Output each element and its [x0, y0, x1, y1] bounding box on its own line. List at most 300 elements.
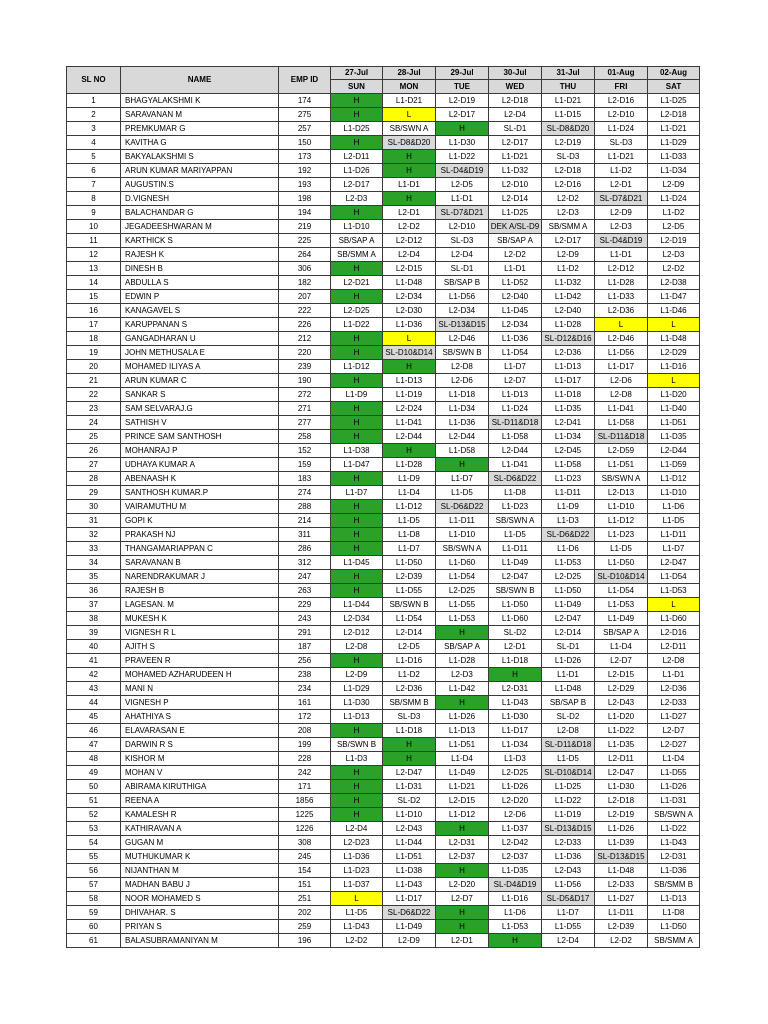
- emp-id-cell: 277: [279, 416, 331, 430]
- sl-no-cell: 58: [67, 892, 121, 906]
- shift-cell: L1-D28: [595, 276, 648, 290]
- shift-cell: L1-D41: [595, 402, 648, 416]
- shift-cell: L1-D43: [383, 878, 436, 892]
- table-row: [67, 892, 700, 906]
- shift-cell: SB/SWN A: [595, 472, 648, 486]
- shift-cell: L1-D53: [489, 920, 542, 934]
- shift-cell: L1-D48: [648, 332, 700, 346]
- sl-no-cell: 60: [67, 920, 121, 934]
- shift-cell: L1-D8: [383, 528, 436, 542]
- shift-cell: L1-D28: [542, 318, 595, 332]
- shift-cell: L1-D12: [383, 500, 436, 514]
- emp-id-cell: 234: [279, 682, 331, 696]
- emp-id-cell: 174: [279, 94, 331, 108]
- sl-no-cell: 9: [67, 206, 121, 220]
- emp-id-cell: 172: [279, 710, 331, 724]
- shift-cell: L1-D32: [542, 276, 595, 290]
- shift-cell: L2-D59: [595, 444, 648, 458]
- shift-cell: L1-D58: [489, 430, 542, 444]
- shift-cell: L2-D37: [489, 850, 542, 864]
- shift-cell: L1-D44: [383, 836, 436, 850]
- day-header: SAT: [648, 80, 700, 94]
- shift-cell: L2-D38: [648, 276, 700, 290]
- shift-cell: L1-D38: [331, 444, 383, 458]
- table-row: [67, 724, 700, 738]
- shift-cell: L1-D23: [595, 528, 648, 542]
- name-cell: AUGUSTIN.S: [121, 178, 279, 192]
- shift-cell: L1-D60: [648, 612, 700, 626]
- table-row: [67, 304, 700, 318]
- name-cell: MOHAMED AZHARUDEEN H: [121, 668, 279, 682]
- shift-cell: SB/SWN A: [648, 808, 700, 822]
- shift-cell: L2-D42: [489, 836, 542, 850]
- table-row: [67, 668, 700, 682]
- sl-no-cell: 34: [67, 556, 121, 570]
- emp-id-cell: 171: [279, 780, 331, 794]
- shift-cell: L1-D49: [595, 612, 648, 626]
- shift-cell: L2-D18: [648, 108, 700, 122]
- table-row: [67, 472, 700, 486]
- shift-cell: L1-D51: [648, 416, 700, 430]
- shift-cell: L1-D17: [595, 360, 648, 374]
- emp-id-cell: 1225: [279, 808, 331, 822]
- shift-cell: L2-D31: [648, 850, 700, 864]
- sl-no-cell: 10: [67, 220, 121, 234]
- sl-no-cell: 57: [67, 878, 121, 892]
- sl-no-cell: 35: [67, 570, 121, 584]
- shift-cell: SB/SAP A: [595, 626, 648, 640]
- shift-cell: L2-D46: [595, 332, 648, 346]
- table-row: [67, 458, 700, 472]
- shift-cell: L1-D36: [489, 332, 542, 346]
- shift-cell: L1-D8: [489, 486, 542, 500]
- shift-cell: L1-D4: [436, 752, 489, 766]
- shift-cell: L1-D24: [489, 402, 542, 416]
- emp-id-cell: 182: [279, 276, 331, 290]
- sl-no-cell: 25: [67, 430, 121, 444]
- emp-id-cell: 159: [279, 458, 331, 472]
- shift-cell: L1-D1: [436, 192, 489, 206]
- name-cell: MOHANRAJ P: [121, 444, 279, 458]
- shift-cell: L1-D2: [542, 262, 595, 276]
- shift-cell: H: [383, 444, 436, 458]
- shift-cell: L1-D5: [436, 486, 489, 500]
- name-cell: SARAVANAN M: [121, 108, 279, 122]
- sl-no-cell: 50: [67, 780, 121, 794]
- shift-cell: L2-D6: [595, 374, 648, 388]
- shift-cell: H: [383, 752, 436, 766]
- shift-cell: L1-D60: [436, 556, 489, 570]
- name-cell: PREMKUMAR G: [121, 122, 279, 136]
- shift-cell: L1-D33: [595, 290, 648, 304]
- shift-cell: L2-D4: [331, 822, 383, 836]
- shift-cell: L1-D48: [595, 864, 648, 878]
- sl-no-cell: 1: [67, 94, 121, 108]
- shift-cell: L1-D1: [542, 668, 595, 682]
- name-cell: SANKAR S: [121, 388, 279, 402]
- shift-cell: L1-D4: [383, 486, 436, 500]
- table-row: [67, 626, 700, 640]
- shift-cell: L1-D54: [595, 584, 648, 598]
- table-row: [67, 556, 700, 570]
- shift-cell: H: [331, 262, 383, 276]
- shift-cell: L1-D40: [648, 402, 700, 416]
- shift-cell: L1-D4: [648, 752, 700, 766]
- table-row: [67, 346, 700, 360]
- shift-cell: L: [648, 318, 700, 332]
- shift-cell: L1-D11: [595, 906, 648, 920]
- shift-cell: L1-D21: [542, 94, 595, 108]
- shift-cell: L1-D19: [383, 388, 436, 402]
- emp-id-cell: 258: [279, 430, 331, 444]
- table-row: [67, 738, 700, 752]
- emp-id-cell: 306: [279, 262, 331, 276]
- shift-cell: H: [383, 164, 436, 178]
- shift-cell: L2-D39: [595, 920, 648, 934]
- shift-cell: L1-D43: [648, 836, 700, 850]
- table-row: [67, 696, 700, 710]
- shift-cell: L2-D9: [542, 248, 595, 262]
- sl-no-cell: 33: [67, 542, 121, 556]
- shift-cell: SB/SWN B: [383, 598, 436, 612]
- sl-no-cell: 52: [67, 808, 121, 822]
- shift-cell: SL-D3: [436, 234, 489, 248]
- shift-cell: L2-D1: [489, 640, 542, 654]
- shift-cell: L2-D11: [595, 752, 648, 766]
- emp-id-cell: 190: [279, 374, 331, 388]
- shift-cell: SB/SAP A: [436, 640, 489, 654]
- table-row: [67, 850, 700, 864]
- name-cell: DINESH B: [121, 262, 279, 276]
- shift-cell: L1-D15: [542, 108, 595, 122]
- shift-cell: L1-D54: [383, 612, 436, 626]
- shift-cell: L1-D21: [489, 150, 542, 164]
- shift-cell: SL-D3: [383, 710, 436, 724]
- shift-cell: L1-D55: [542, 920, 595, 934]
- shift-cell: L1-D51: [383, 850, 436, 864]
- table-row: [67, 206, 700, 220]
- shift-cell: L2-D18: [542, 164, 595, 178]
- table-row: [67, 654, 700, 668]
- shift-cell: L1-D18: [436, 388, 489, 402]
- name-cell: REENA A: [121, 794, 279, 808]
- sl-no-cell: 15: [67, 290, 121, 304]
- shift-cell: L2-D2: [489, 248, 542, 262]
- shift-cell: L1-D22: [595, 724, 648, 738]
- name-cell: GOPI K: [121, 514, 279, 528]
- shift-cell: L1-D49: [542, 598, 595, 612]
- emp-id-cell: 275: [279, 108, 331, 122]
- name-cell: DHIVAHAR. S: [121, 906, 279, 920]
- emp-id-cell: 196: [279, 934, 331, 948]
- shift-cell: L1-D31: [383, 780, 436, 794]
- name-cell: UDHAYA KUMAR A: [121, 458, 279, 472]
- emp-id-cell: 286: [279, 542, 331, 556]
- shift-cell: L2-D29: [648, 346, 700, 360]
- shift-cell: L1-D30: [436, 136, 489, 150]
- emp-id-cell: 222: [279, 304, 331, 318]
- shift-cell: L1-D12: [595, 514, 648, 528]
- shift-cell: SB/SMM A: [542, 220, 595, 234]
- shift-cell: L1-D35: [542, 402, 595, 416]
- shift-cell: SL-D1: [489, 122, 542, 136]
- day-header: MON: [383, 80, 436, 94]
- name-cell: KAMALESH R: [121, 808, 279, 822]
- shift-cell: L1-D1: [595, 248, 648, 262]
- shift-cell: L2-D43: [383, 822, 436, 836]
- shift-cell: L1-D3: [331, 752, 383, 766]
- shift-cell: L1-D1: [383, 178, 436, 192]
- shift-cell: L1-D12: [331, 360, 383, 374]
- name-cell: ARUN KUMAR C: [121, 374, 279, 388]
- name-cell: NIJANTHAN M: [121, 864, 279, 878]
- emp-id-cell: 274: [279, 486, 331, 500]
- emp-id-cell: 193: [279, 178, 331, 192]
- shift-cell: L1-D30: [595, 780, 648, 794]
- shift-cell: L1-D13: [489, 388, 542, 402]
- shift-cell: L2-D31: [436, 836, 489, 850]
- shift-cell: L1-D36: [331, 850, 383, 864]
- shift-cell: L2-D19: [436, 94, 489, 108]
- shift-cell: L1-D55: [436, 598, 489, 612]
- shift-cell: L1-D23: [542, 472, 595, 486]
- emp-id-cell: 212: [279, 332, 331, 346]
- shift-cell: L1-D58: [436, 444, 489, 458]
- sl-no-cell: 32: [67, 528, 121, 542]
- shift-cell: L1-D55: [648, 766, 700, 780]
- sl-no-cell: 21: [67, 374, 121, 388]
- emp-id-cell: 208: [279, 724, 331, 738]
- shift-cell: L1-D21: [383, 94, 436, 108]
- shift-cell: L2-D31: [489, 682, 542, 696]
- day-header: THU: [542, 80, 595, 94]
- emp-id-cell: 251: [279, 892, 331, 906]
- shift-cell: SL-D8&D20: [542, 122, 595, 136]
- shift-cell: H: [489, 934, 542, 948]
- emp-id-cell: 151: [279, 878, 331, 892]
- shift-cell: L2-D4: [489, 108, 542, 122]
- shift-cell: H: [383, 360, 436, 374]
- shift-cell: SL-D4&D19: [489, 878, 542, 892]
- shift-cell: L1-D52: [489, 276, 542, 290]
- shift-cell: L1-D50: [595, 556, 648, 570]
- table-row: [67, 836, 700, 850]
- shift-cell: L1-D13: [648, 892, 700, 906]
- name-cell: PRINCE SAM SANTHOSH: [121, 430, 279, 444]
- shift-cell: L2-D17: [331, 178, 383, 192]
- emp-id-cell: 187: [279, 640, 331, 654]
- emp-id-cell: 202: [279, 906, 331, 920]
- name-cell: SATHISH V: [121, 416, 279, 430]
- shift-cell: L1-D58: [542, 458, 595, 472]
- shift-cell: L1-D34: [436, 402, 489, 416]
- shift-cell: L1-D5: [383, 514, 436, 528]
- sl-no-cell: 11: [67, 234, 121, 248]
- shift-cell: L2-D29: [595, 682, 648, 696]
- name-cell: PRIYAN S: [121, 920, 279, 934]
- shift-cell: L1-D13: [542, 360, 595, 374]
- shift-cell: L: [648, 598, 700, 612]
- shift-cell: L2-D8: [542, 724, 595, 738]
- shift-cell: L2-D47: [489, 570, 542, 584]
- shift-cell: L2-D2: [595, 934, 648, 948]
- shift-cell: L1-D58: [595, 416, 648, 430]
- shift-cell: L1-D7: [331, 486, 383, 500]
- shift-cell: L2-D10: [436, 220, 489, 234]
- sl-no-cell: 41: [67, 654, 121, 668]
- shift-cell: L1-D56: [436, 290, 489, 304]
- shift-cell: L2-D17: [489, 136, 542, 150]
- shift-cell: L2-D18: [489, 94, 542, 108]
- shift-cell: L1-D41: [383, 416, 436, 430]
- shift-cell: L2-D19: [542, 136, 595, 150]
- table-row: [67, 808, 700, 822]
- shift-cell: SB/SMM B: [383, 696, 436, 710]
- emp-id-cell: 226: [279, 318, 331, 332]
- shift-cell: L2-D17: [542, 234, 595, 248]
- shift-cell: L2-D21: [331, 276, 383, 290]
- shift-cell: L1-D27: [648, 710, 700, 724]
- shift-cell: L1-D28: [436, 654, 489, 668]
- name-cell: ABIRAMA KIRUTHIGA: [121, 780, 279, 794]
- date-header: 02-Aug: [648, 67, 700, 80]
- shift-cell: L2-D4: [436, 248, 489, 262]
- table-row: [67, 192, 700, 206]
- shift-cell: L1-D2: [648, 206, 700, 220]
- shift-cell: L2-D44: [436, 430, 489, 444]
- name-cell: KAVITHA G: [121, 136, 279, 150]
- table-row: [67, 486, 700, 500]
- shift-cell: H: [331, 584, 383, 598]
- day-header: FRI: [595, 80, 648, 94]
- shift-cell: SB/SWN B: [489, 584, 542, 598]
- shift-cell: L1-D22: [542, 794, 595, 808]
- name-cell: THANGAMARIAPPAN C: [121, 542, 279, 556]
- shift-cell: H: [331, 416, 383, 430]
- name-cell: KISHOR M: [121, 752, 279, 766]
- table-body: [67, 94, 700, 948]
- shift-cell: L2-D14: [542, 626, 595, 640]
- shift-cell: SL-D1: [542, 640, 595, 654]
- shift-cell: H: [331, 542, 383, 556]
- shift-cell: SL-D10&D14: [383, 346, 436, 360]
- shift-cell: H: [331, 808, 383, 822]
- shift-cell: L2-D47: [383, 766, 436, 780]
- name-cell: MADHAN BABU J: [121, 878, 279, 892]
- table-row: [67, 794, 700, 808]
- shift-cell: L2-D16: [595, 94, 648, 108]
- name-cell: NARENDRAKUMAR J: [121, 570, 279, 584]
- shift-cell: H: [331, 780, 383, 794]
- shift-cell: L1-D48: [383, 276, 436, 290]
- name-cell: GUGAN M: [121, 836, 279, 850]
- shift-cell: L2-D34: [383, 290, 436, 304]
- table-row: [67, 108, 700, 122]
- shift-cell: L1-D46: [648, 304, 700, 318]
- emp-id-cell: 152: [279, 444, 331, 458]
- name-cell: SANTHOSH KUMAR.P: [121, 486, 279, 500]
- shift-cell: L1-D38: [383, 864, 436, 878]
- shift-cell: L2-D13: [595, 486, 648, 500]
- shift-cell: SL-D11&D18: [595, 430, 648, 444]
- shift-cell: SL-D13&D15: [436, 318, 489, 332]
- shift-cell: L1-D6: [648, 500, 700, 514]
- shift-cell: L2-D3: [648, 248, 700, 262]
- shift-cell: L2-D40: [489, 290, 542, 304]
- shift-cell: L1-D49: [489, 556, 542, 570]
- shift-cell: H: [331, 430, 383, 444]
- name-cell: RAJESH K: [121, 248, 279, 262]
- shift-cell: L2-D11: [648, 640, 700, 654]
- day-header: SUN: [331, 80, 383, 94]
- name-cell: DARWIN R S: [121, 738, 279, 752]
- shift-cell: L: [331, 892, 383, 906]
- table-row: [67, 710, 700, 724]
- shift-cell: L1-D21: [648, 122, 700, 136]
- emp-id-cell: 263: [279, 584, 331, 598]
- shift-cell: SL-D4&D19: [595, 234, 648, 248]
- sl-no-cell: 31: [67, 514, 121, 528]
- shift-cell: L2-D34: [489, 318, 542, 332]
- shift-cell: H: [331, 346, 383, 360]
- shift-cell: L2-D16: [542, 178, 595, 192]
- shift-cell: L2-D43: [542, 864, 595, 878]
- shift-cell: L1-D54: [489, 346, 542, 360]
- shift-cell: SB/SWN A: [436, 542, 489, 556]
- shift-cell: L1-D51: [595, 458, 648, 472]
- shift-cell: L1-D4: [595, 640, 648, 654]
- shift-cell: L2-D3: [595, 220, 648, 234]
- sl-no-cell: 36: [67, 584, 121, 598]
- table-row: [67, 612, 700, 626]
- shift-cell: L2-D9: [331, 668, 383, 682]
- shift-cell: L2-D33: [595, 878, 648, 892]
- shift-cell: L2-D25: [542, 570, 595, 584]
- shift-cell: L1-D17: [489, 724, 542, 738]
- shift-cell: SL-D4&D19: [436, 164, 489, 178]
- table-row: [67, 906, 700, 920]
- shift-cell: SB/SWN A: [489, 514, 542, 528]
- shift-cell: L2-D10: [595, 108, 648, 122]
- shift-cell: SL-D2: [542, 710, 595, 724]
- shift-cell: L1-D26: [648, 780, 700, 794]
- shift-cell: L2-D8: [595, 388, 648, 402]
- table-row: [67, 752, 700, 766]
- name-cell: MOHAN V: [121, 766, 279, 780]
- shift-cell: L1-D10: [331, 220, 383, 234]
- sl-no-cell: 54: [67, 836, 121, 850]
- shift-cell: L1-D17: [383, 892, 436, 906]
- shift-cell: L2-D12: [595, 262, 648, 276]
- sl-no-cell: 26: [67, 444, 121, 458]
- shift-cell: L1-D10: [648, 486, 700, 500]
- shift-cell: L1-D20: [595, 710, 648, 724]
- sl-no-cell: 23: [67, 402, 121, 416]
- shift-cell: H: [331, 290, 383, 304]
- shift-cell: L2-D3: [542, 206, 595, 220]
- shift-cell: L1-D18: [489, 654, 542, 668]
- shift-cell: L2-D7: [648, 724, 700, 738]
- sl-no-cell: 5: [67, 150, 121, 164]
- table-row: [67, 920, 700, 934]
- sl-no-cell: 28: [67, 472, 121, 486]
- table-row: [67, 374, 700, 388]
- table-row: [67, 402, 700, 416]
- shift-cell: L1-D7: [436, 472, 489, 486]
- shift-cell: L2-D14: [383, 626, 436, 640]
- emp-id-cell: 288: [279, 500, 331, 514]
- shift-cell: SB/SWN B: [331, 738, 383, 752]
